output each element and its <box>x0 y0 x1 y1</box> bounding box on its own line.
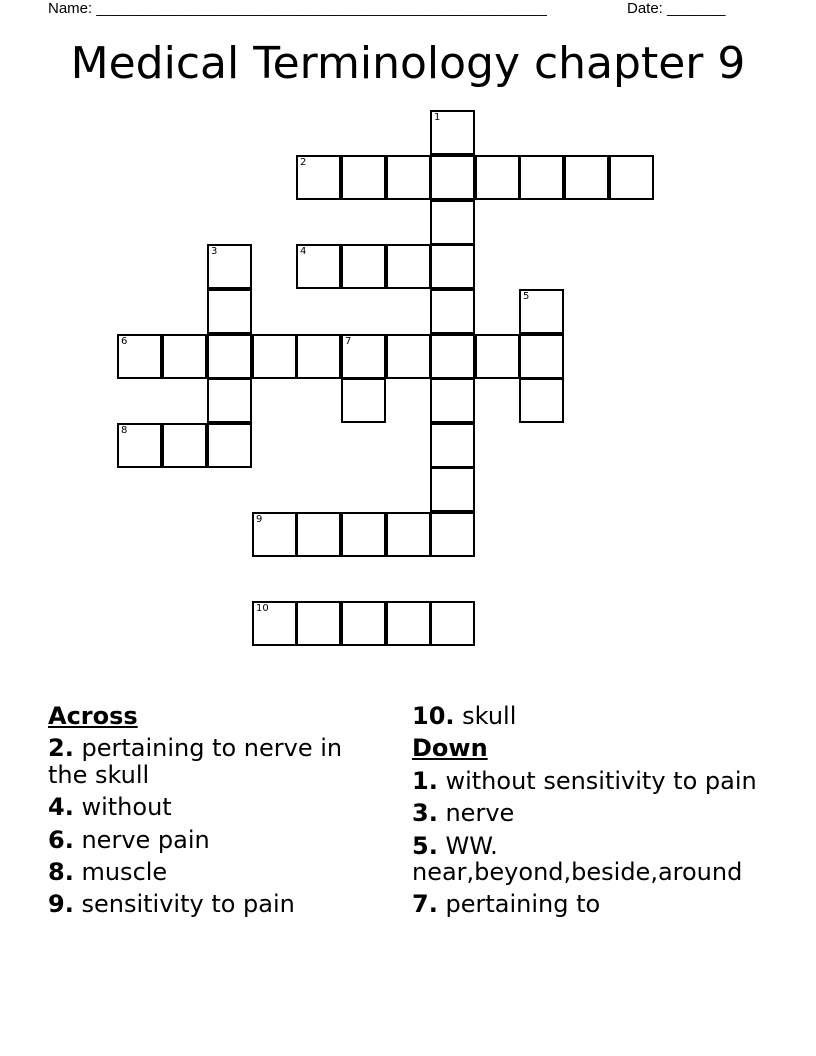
down-clue-5 <box>412 833 772 886</box>
grid-cell[interactable] <box>430 334 475 379</box>
clues-right-column <box>412 703 772 924</box>
grid-cell[interactable] <box>341 334 386 379</box>
down-heading: Down <box>412 734 488 763</box>
clue-number: 1. <box>412 766 438 795</box>
grid-cell[interactable] <box>252 334 297 379</box>
clue-text: pertaining to <box>445 890 601 919</box>
clue-number: 5. <box>412 831 438 860</box>
clue-text: pertaining to nerve in the skull <box>48 734 343 789</box>
clue-text: WW. near,beyond,beside,around <box>412 831 743 886</box>
clue-number: 1 <box>434 112 441 123</box>
grid-cell[interactable] <box>430 467 475 512</box>
grid-cell[interactable] <box>430 378 475 423</box>
grid-cell[interactable] <box>117 334 162 379</box>
grid-cell[interactable] <box>252 512 297 557</box>
grid-cell[interactable] <box>162 334 207 379</box>
grid-cell[interactable] <box>117 423 162 468</box>
grid-cell[interactable] <box>430 155 475 200</box>
clue-number: 4 <box>300 246 307 257</box>
across-clue-4 <box>48 794 388 820</box>
across-clue-9 <box>48 891 388 917</box>
grid-cell[interactable] <box>207 334 252 379</box>
grid-cell[interactable] <box>207 423 252 468</box>
clue-number: 9. <box>48 890 74 919</box>
down-clue-3 <box>412 800 772 826</box>
grid-cell[interactable] <box>296 512 341 557</box>
grid-cell[interactable] <box>430 289 475 334</box>
grid-cell[interactable] <box>475 155 520 200</box>
grid-cell[interactable] <box>341 155 386 200</box>
grid-cell[interactable] <box>341 601 386 646</box>
grid-cell[interactable] <box>162 423 207 468</box>
clue-number: 7. <box>412 890 438 919</box>
grid-cell[interactable] <box>386 155 431 200</box>
clue-number: 3 <box>211 246 218 257</box>
down-clue-1 <box>412 768 772 794</box>
clue-text: skull <box>462 702 517 730</box>
grid-cell[interactable] <box>430 423 475 468</box>
grid-cell[interactable] <box>296 155 341 200</box>
grid-cell[interactable] <box>430 244 475 289</box>
grid-cell[interactable] <box>207 289 252 334</box>
grid-cell[interactable] <box>430 512 475 557</box>
clue-text: muscle <box>81 857 168 886</box>
grid-cell[interactable] <box>386 512 431 557</box>
clue-number: 8. <box>48 857 74 886</box>
grid-cell[interactable] <box>207 244 252 289</box>
across-clue-2 <box>48 735 388 788</box>
grid-cell[interactable] <box>296 244 341 289</box>
grid-cell[interactable] <box>609 155 654 200</box>
grid-cell[interactable] <box>296 334 341 379</box>
date-field-line: Date: _______ <box>627 0 726 17</box>
clue-number: 4. <box>48 793 74 822</box>
clue-text: without sensitivity to pain <box>445 766 757 795</box>
clue-number: 7 <box>345 336 352 347</box>
clue-text: without <box>81 793 172 822</box>
grid-cell[interactable] <box>430 601 475 646</box>
clue-number: 8 <box>121 425 128 436</box>
grid-cell[interactable] <box>296 601 341 646</box>
across-heading: Across <box>48 702 138 730</box>
grid-cell[interactable] <box>386 244 431 289</box>
grid-cell[interactable] <box>386 334 431 379</box>
grid-cell[interactable] <box>519 378 564 423</box>
grid-cell[interactable] <box>430 200 475 245</box>
clue-number: 9 <box>256 514 263 525</box>
across-clue-6 <box>48 827 388 853</box>
grid-cell[interactable] <box>564 155 609 200</box>
grid-cell[interactable] <box>252 601 297 646</box>
puzzle-title: Medical Terminology chapter 9 <box>70 38 746 89</box>
clue-text: sensitivity to pain <box>81 890 295 919</box>
grid-cell[interactable] <box>475 334 520 379</box>
clue-number: 2. <box>48 734 74 763</box>
down-clue-7 <box>412 891 772 917</box>
grid-cell[interactable] <box>207 378 252 423</box>
across-clue-10 <box>412 703 772 729</box>
grid-cell[interactable] <box>341 378 386 423</box>
clue-number: 3. <box>412 799 438 828</box>
grid-cell[interactable] <box>341 512 386 557</box>
grid-cell[interactable] <box>519 334 564 379</box>
across-clue-8 <box>48 859 388 885</box>
name-field-line: Name: ______________________________________________________ <box>48 0 547 17</box>
clue-number: 6 <box>121 336 128 347</box>
grid-cell[interactable] <box>519 289 564 334</box>
clue-number: 6. <box>48 825 74 854</box>
clue-number: 10. <box>412 702 455 730</box>
clue-number: 5 <box>523 291 530 302</box>
grid-cell[interactable] <box>430 110 475 155</box>
clue-text: nerve <box>445 799 515 828</box>
grid-cell[interactable] <box>519 155 564 200</box>
clue-number: 2 <box>300 157 307 168</box>
grid-cell[interactable] <box>341 244 386 289</box>
grid-cell[interactable] <box>386 601 431 646</box>
clues-left-column <box>48 703 388 924</box>
clue-text: nerve pain <box>81 825 210 854</box>
clue-number: 10 <box>256 603 269 614</box>
